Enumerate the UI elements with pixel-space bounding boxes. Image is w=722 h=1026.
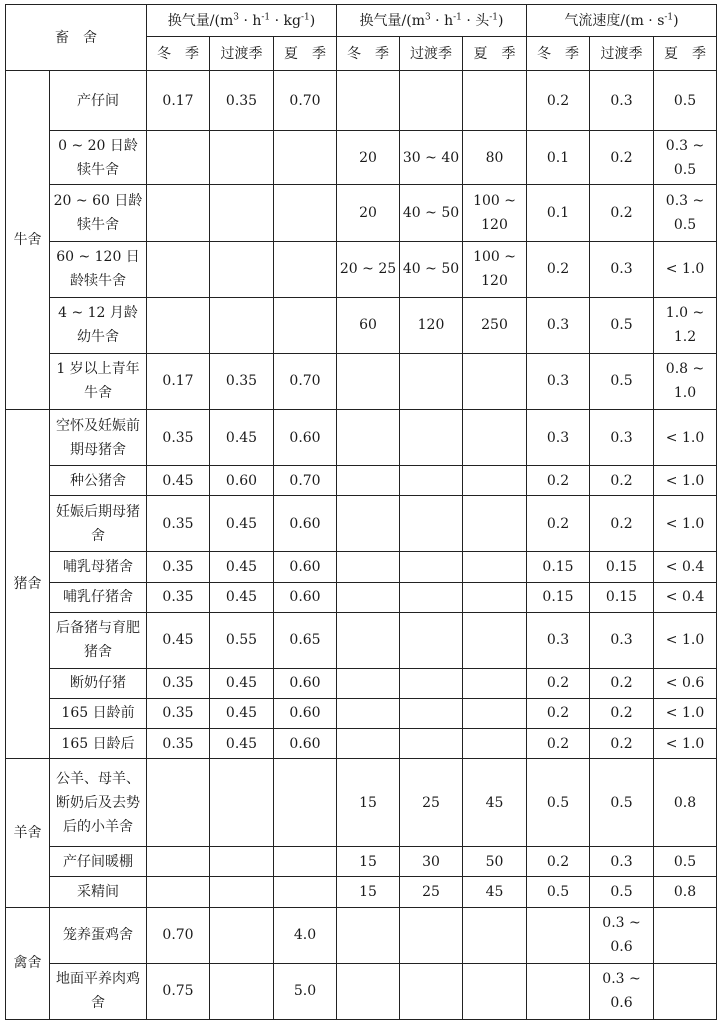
- kg-value-cell: 0.35: [147, 410, 210, 466]
- speed-value-cell: 0.2: [527, 847, 590, 877]
- speed-value-cell: 0.8 ~ 1.0: [654, 353, 717, 409]
- barn-name-cell: 地面平养肉鸡舍: [50, 963, 147, 1019]
- head-value-cell: [463, 466, 527, 496]
- speed-value-cell: < 1.0: [654, 698, 717, 728]
- speed-value-cell: 0.2: [590, 185, 654, 241]
- barn-name-cell: 4 ~ 12 月龄幼牛舍: [50, 297, 147, 353]
- kg-value-cell: 0.35: [210, 353, 274, 409]
- season-transition: 过渡季: [590, 37, 654, 71]
- speed-value-cell: 0.5: [590, 877, 654, 907]
- head-value-cell: [337, 466, 400, 496]
- kg-value-cell: 0.45: [210, 410, 274, 466]
- head-value-cell: [463, 582, 527, 612]
- head-value-cell: [337, 698, 400, 728]
- barn-name-cell: 20 ~ 60 日龄犊牛舍: [50, 185, 147, 241]
- kg-value-cell: [210, 759, 274, 847]
- speed-value-cell: 0.15: [527, 582, 590, 612]
- kg-value-cell: 0.35: [147, 698, 210, 728]
- table-row: [6, 241, 717, 297]
- kg-value-cell: [147, 759, 210, 847]
- kg-value-cell: 0.45: [210, 582, 274, 612]
- speed-value-cell: 0.2: [527, 496, 590, 552]
- head-value-cell: 15: [337, 759, 400, 847]
- kg-value-cell: 0.65: [274, 612, 337, 668]
- speed-value-cell: 0.2: [590, 729, 654, 759]
- barn-name-cell: 0 ~ 20 日龄犊牛舍: [50, 131, 147, 185]
- speed-value-cell: [654, 907, 717, 963]
- speed-value-cell: 0.3: [590, 410, 654, 466]
- head-value-cell: [337, 410, 400, 466]
- table-row: [6, 131, 717, 185]
- speed-value-cell: 0.15: [527, 552, 590, 582]
- head-value-cell: [337, 71, 400, 131]
- table-row: [6, 410, 717, 466]
- head-value-cell: 100 ~ 120: [463, 241, 527, 297]
- group-header-air-speed: 气流速度$/(m \cdot s^{-1})$: [527, 5, 717, 37]
- speed-value-cell: 0.5: [654, 71, 717, 131]
- kg-value-cell: 0.75: [147, 963, 210, 1019]
- season-winter: 冬 季: [337, 37, 400, 71]
- barn-name-cell: 产仔间暖棚: [50, 847, 147, 877]
- speed-value-cell: 0.3 ~ 0.6: [590, 963, 654, 1019]
- kg-value-cell: 0.45: [210, 496, 274, 552]
- speed-value-cell: 0.2: [590, 496, 654, 552]
- kg-value-cell: 0.17: [147, 71, 210, 131]
- table-row: [6, 466, 717, 496]
- group-header-per-kg: 换气量$/(m^3 \cdot h^{-1} \cdot kg^{-1})$: [147, 5, 337, 37]
- kg-value-cell: 0.60: [274, 496, 337, 552]
- table-row: [6, 759, 717, 847]
- speed-value-cell: 0.8: [654, 759, 717, 847]
- speed-value-cell: < 1.0: [654, 241, 717, 297]
- table-row: [6, 847, 717, 877]
- kg-value-cell: 0.35: [147, 582, 210, 612]
- speed-value-cell: < 1.0: [654, 729, 717, 759]
- head-value-cell: 40 ~ 50: [400, 241, 463, 297]
- table-row: [6, 963, 717, 1019]
- kg-value-cell: [147, 131, 210, 185]
- kg-value-cell: [147, 185, 210, 241]
- head-value-cell: [337, 668, 400, 698]
- table-row: [6, 668, 717, 698]
- head-value-cell: [463, 612, 527, 668]
- kg-value-cell: [274, 241, 337, 297]
- table-row: [6, 71, 717, 131]
- speed-value-cell: 0.15: [590, 552, 654, 582]
- table-row: [6, 353, 717, 409]
- barn-name-cell: 60 ~ 120 日龄犊牛舍: [50, 241, 147, 297]
- kg-value-cell: [210, 297, 274, 353]
- barn-name-cell: 后备猪与育肥猪舍: [50, 612, 147, 668]
- speed-value-cell: [654, 963, 717, 1019]
- kg-value-cell: [274, 759, 337, 847]
- head-value-cell: [337, 496, 400, 552]
- head-value-cell: [337, 907, 400, 963]
- table-row: [6, 698, 717, 728]
- speed-value-cell: 0.3 ~ 0.6: [590, 907, 654, 963]
- header-row-groups: [6, 5, 717, 37]
- speed-value-cell: 0.5: [654, 847, 717, 877]
- season-winter: 冬 季: [147, 37, 210, 71]
- category-cell: 牛舍: [6, 71, 50, 410]
- speed-value-cell: < 0.6: [654, 668, 717, 698]
- speed-value-cell: 0.2: [527, 729, 590, 759]
- speed-value-cell: < 0.4: [654, 552, 717, 582]
- speed-value-cell: 0.1: [527, 131, 590, 185]
- head-value-cell: [337, 582, 400, 612]
- season-transition: 过渡季: [210, 37, 274, 71]
- head-value-cell: 20: [337, 131, 400, 185]
- head-value-cell: 45: [463, 877, 527, 907]
- kg-value-cell: 0.45: [210, 698, 274, 728]
- kg-value-cell: 0.60: [274, 698, 337, 728]
- kg-value-cell: [147, 297, 210, 353]
- speed-value-cell: 0.3: [590, 241, 654, 297]
- head-value-cell: 20: [337, 185, 400, 241]
- head-value-cell: [337, 552, 400, 582]
- kg-value-cell: 0.60: [210, 466, 274, 496]
- speed-value-cell: 0.2: [527, 466, 590, 496]
- barn-name-cell: 165 日龄后: [50, 729, 147, 759]
- speed-value-cell: 0.2: [590, 466, 654, 496]
- kg-value-cell: 0.45: [210, 552, 274, 582]
- category-cell: 禽舍: [6, 907, 50, 1019]
- barn-name-cell: 1 岁以上青年牛舍: [50, 353, 147, 409]
- head-value-cell: [400, 907, 463, 963]
- kg-value-cell: 0.35: [210, 71, 274, 131]
- head-value-cell: [400, 612, 463, 668]
- kg-value-cell: 4.0: [274, 907, 337, 963]
- speed-value-cell: 0.3 ~ 0.5: [654, 185, 717, 241]
- table-row: [6, 612, 717, 668]
- kg-value-cell: [210, 963, 274, 1019]
- head-value-cell: 20 ~ 25: [337, 241, 400, 297]
- head-value-cell: [337, 963, 400, 1019]
- kg-value-cell: 0.60: [274, 729, 337, 759]
- kg-value-cell: 0.60: [274, 410, 337, 466]
- kg-value-cell: [210, 185, 274, 241]
- season-transition: 过渡季: [400, 37, 463, 71]
- head-value-cell: 60: [337, 297, 400, 353]
- speed-value-cell: 0.1: [527, 185, 590, 241]
- head-value-cell: [400, 698, 463, 728]
- head-value-cell: [463, 71, 527, 131]
- table-row: [6, 729, 717, 759]
- head-value-cell: 15: [337, 877, 400, 907]
- speed-value-cell: 1.0 ~ 1.2: [654, 297, 717, 353]
- kg-value-cell: [274, 847, 337, 877]
- barn-name-cell: 断奶仔猪: [50, 668, 147, 698]
- season-summer: 夏 季: [654, 37, 717, 71]
- head-value-cell: [400, 410, 463, 466]
- speed-value-cell: 0.3 ~ 0.5: [654, 131, 717, 185]
- head-value-cell: [463, 410, 527, 466]
- barn-name-cell: 公羊、母羊、断奶后及去势后的小羊舍: [50, 759, 147, 847]
- kg-value-cell: 0.60: [274, 552, 337, 582]
- kg-value-cell: [147, 241, 210, 297]
- speed-value-cell: 0.3: [527, 297, 590, 353]
- head-value-cell: [400, 582, 463, 612]
- kg-value-cell: [210, 131, 274, 185]
- season-winter: 冬 季: [527, 37, 590, 71]
- speed-value-cell: 0.5: [590, 759, 654, 847]
- head-value-cell: 250: [463, 297, 527, 353]
- kg-value-cell: [210, 907, 274, 963]
- head-value-cell: 120: [400, 297, 463, 353]
- kg-value-cell: [274, 297, 337, 353]
- head-value-cell: [463, 552, 527, 582]
- kg-value-cell: [147, 877, 210, 907]
- speed-value-cell: 0.2: [527, 241, 590, 297]
- speed-value-cell: 0.8: [654, 877, 717, 907]
- speed-value-cell: < 1.0: [654, 410, 717, 466]
- table-row: [6, 907, 717, 963]
- speed-value-cell: 0.5: [590, 353, 654, 409]
- kg-value-cell: 0.35: [147, 552, 210, 582]
- head-value-cell: [400, 552, 463, 582]
- head-value-cell: [463, 729, 527, 759]
- speed-value-cell: < 1.0: [654, 466, 717, 496]
- kg-value-cell: [274, 131, 337, 185]
- speed-value-cell: < 1.0: [654, 612, 717, 668]
- kg-value-cell: 0.70: [274, 71, 337, 131]
- kg-value-cell: 0.55: [210, 612, 274, 668]
- speed-value-cell: 0.2: [527, 71, 590, 131]
- barn-name-cell: 种公猪舍: [50, 466, 147, 496]
- category-cell: 羊舍: [6, 759, 50, 907]
- head-value-cell: [400, 71, 463, 131]
- speed-value-cell: 0.3: [527, 353, 590, 409]
- kg-value-cell: 0.35: [147, 729, 210, 759]
- head-value-cell: [463, 963, 527, 1019]
- speed-value-cell: 0.3: [590, 847, 654, 877]
- barn-name-cell: 哺乳母猪舍: [50, 552, 147, 582]
- head-value-cell: [463, 698, 527, 728]
- barn-name-cell: 空怀及妊娠前期母猪舍: [50, 410, 147, 466]
- head-value-cell: [400, 668, 463, 698]
- kg-value-cell: 0.45: [147, 466, 210, 496]
- table-row: [6, 496, 717, 552]
- kg-value-cell: 0.45: [210, 729, 274, 759]
- group-header-per-head: 换气量$/(m^3 \cdot h^{-1}$ · 头$^{-1}$): [337, 5, 527, 37]
- speed-value-cell: 0.2: [590, 131, 654, 185]
- barn-name-cell: 哺乳仔猪舍: [50, 582, 147, 612]
- speed-value-cell: < 0.4: [654, 582, 717, 612]
- kg-value-cell: 0.60: [274, 668, 337, 698]
- kg-value-cell: [274, 877, 337, 907]
- speed-value-cell: 0.5: [527, 759, 590, 847]
- kg-value-cell: [274, 185, 337, 241]
- head-value-cell: 45: [463, 759, 527, 847]
- speed-value-cell: 0.3: [590, 71, 654, 131]
- head-value-cell: [463, 907, 527, 963]
- head-value-cell: 15: [337, 847, 400, 877]
- head-value-cell: [400, 466, 463, 496]
- head-value-cell: 100 ~ 120: [463, 185, 527, 241]
- barn-header: 畜 舍: [6, 5, 147, 71]
- ventilation-table: [5, 4, 717, 1020]
- barn-name-cell: 165 日龄前: [50, 698, 147, 728]
- speed-value-cell: 0.5: [527, 877, 590, 907]
- speed-value-cell: < 1.0: [654, 496, 717, 552]
- head-value-cell: [463, 496, 527, 552]
- head-value-cell: 80: [463, 131, 527, 185]
- table-row: [6, 185, 717, 241]
- kg-value-cell: 0.35: [147, 496, 210, 552]
- head-value-cell: [463, 353, 527, 409]
- table-row: [6, 877, 717, 907]
- kg-value-cell: [210, 847, 274, 877]
- head-value-cell: [400, 496, 463, 552]
- kg-value-cell: 5.0: [274, 963, 337, 1019]
- head-value-cell: 25: [400, 759, 463, 847]
- kg-value-cell: 0.60: [274, 582, 337, 612]
- season-summer: 夏 季: [463, 37, 527, 71]
- speed-value-cell: [527, 963, 590, 1019]
- head-value-cell: 30: [400, 847, 463, 877]
- kg-value-cell: 0.70: [147, 907, 210, 963]
- table-row: [6, 552, 717, 582]
- barn-name-cell: 妊娠后期母猪舍: [50, 496, 147, 552]
- head-value-cell: [400, 729, 463, 759]
- season-summer: 夏 季: [274, 37, 337, 71]
- speed-value-cell: 0.2: [527, 668, 590, 698]
- table-row: [6, 582, 717, 612]
- kg-value-cell: 0.45: [210, 668, 274, 698]
- speed-value-cell: 0.5: [590, 297, 654, 353]
- kg-value-cell: 0.70: [274, 466, 337, 496]
- head-value-cell: 50: [463, 847, 527, 877]
- speed-value-cell: 0.2: [590, 668, 654, 698]
- barn-name-cell: 笼养蛋鸡舍: [50, 907, 147, 963]
- speed-value-cell: 0.2: [590, 698, 654, 728]
- head-value-cell: [337, 729, 400, 759]
- table-body: [6, 71, 717, 1020]
- speed-value-cell: [527, 907, 590, 963]
- barn-name-cell: 产仔间: [50, 71, 147, 131]
- head-value-cell: [400, 353, 463, 409]
- head-value-cell: 25: [400, 877, 463, 907]
- head-value-cell: 30 ~ 40: [400, 131, 463, 185]
- speed-value-cell: 0.2: [527, 698, 590, 728]
- head-value-cell: [337, 353, 400, 409]
- kg-value-cell: 0.45: [147, 612, 210, 668]
- head-value-cell: [463, 668, 527, 698]
- speed-value-cell: 0.3: [590, 612, 654, 668]
- category-cell: 猪舍: [6, 410, 50, 759]
- kg-value-cell: 0.70: [274, 353, 337, 409]
- barn-name-cell: 采精间: [50, 877, 147, 907]
- kg-value-cell: [210, 877, 274, 907]
- head-value-cell: 40 ~ 50: [400, 185, 463, 241]
- speed-value-cell: 0.3: [527, 612, 590, 668]
- speed-value-cell: 0.15: [590, 582, 654, 612]
- head-value-cell: [337, 612, 400, 668]
- table-row: [6, 297, 717, 353]
- kg-value-cell: 0.17: [147, 353, 210, 409]
- speed-value-cell: 0.3: [527, 410, 590, 466]
- kg-value-cell: 0.35: [147, 668, 210, 698]
- kg-value-cell: [147, 847, 210, 877]
- head-value-cell: [400, 963, 463, 1019]
- kg-value-cell: [210, 241, 274, 297]
